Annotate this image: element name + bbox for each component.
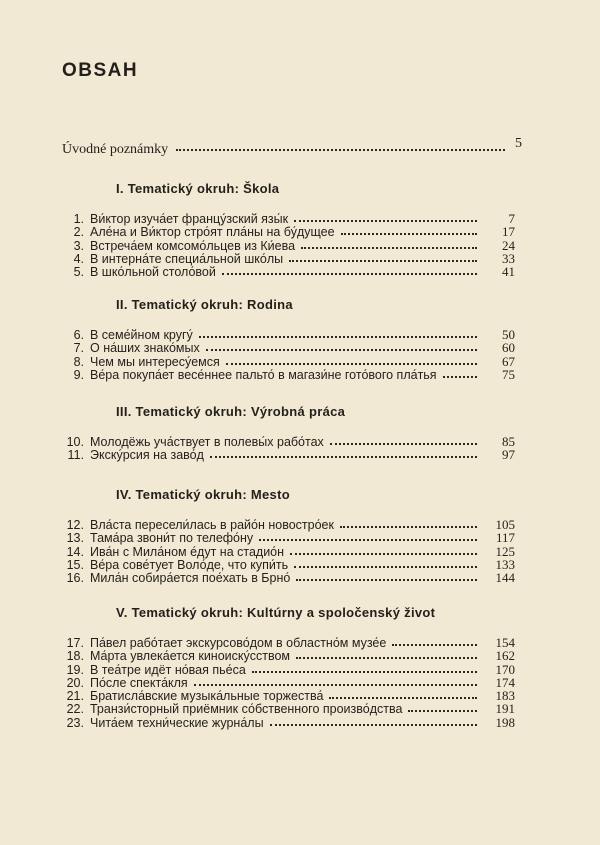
toc-entry-title: Ви́ктор изуча́ет францу́зский язы́к	[90, 212, 289, 226]
toc-entry	[60, 368, 515, 381]
toc-entry	[60, 558, 515, 571]
toc-entry	[60, 212, 515, 225]
toc-intro-row	[62, 136, 522, 158]
dot-leader	[222, 273, 477, 275]
toc-entry-page: 17	[502, 224, 515, 240]
dot-leader	[252, 671, 477, 673]
toc-entry-number: 9.	[73, 367, 84, 382]
toc-entry-title: В теа́тре идёт но́вая пье́са	[90, 662, 246, 677]
toc-entry-page: 144	[495, 570, 515, 586]
toc-entry-number: 19.	[66, 662, 84, 677]
toc-section-kulturny-zivot	[60, 605, 515, 729]
dot-leader	[330, 443, 477, 445]
toc-entry	[60, 341, 515, 354]
page-title: OBSAH	[62, 60, 139, 81]
toc-entry-page: 7	[508, 211, 515, 226]
toc-entry	[60, 448, 515, 461]
section-heading: V. Tematický okruh: Kultúrny a spoločenský život	[116, 605, 436, 620]
dot-leader	[259, 539, 477, 541]
toc-entry-page: 162	[495, 648, 515, 664]
toc-entry-title: Вла́ста пересели́лась в райо́н новостро́ек	[90, 518, 334, 532]
toc-entry	[60, 716, 515, 729]
toc-entry-page: 170	[495, 661, 515, 677]
section-heading: I. Tematický okruh: Škola	[116, 181, 280, 196]
toc-section-vyrobna-praca	[60, 404, 515, 462]
dot-leader	[206, 349, 477, 351]
toc-entry-number: 17.	[66, 636, 84, 650]
toc-entry	[60, 636, 515, 649]
toc-entry-number: 12.	[66, 518, 84, 532]
toc-entry-title: Чем мы интересу́емся	[90, 354, 220, 369]
toc-entry	[60, 702, 515, 715]
dot-leader	[296, 657, 477, 659]
toc-entry-page: 67	[502, 353, 515, 369]
toc-item-list	[60, 636, 515, 729]
toc-entry	[60, 518, 515, 531]
toc-entry-title: Ива́н с Мила́ном е́дут на стадио́н	[90, 544, 285, 559]
toc-section-rodina	[60, 297, 515, 381]
toc-entry	[60, 531, 515, 544]
toc-entry-number: 18.	[66, 649, 84, 664]
section-heading: II. Tematický okruh: Rodina	[116, 297, 293, 312]
toc-entry-number: 16.	[66, 571, 84, 586]
toc-entry-number: 3.	[73, 238, 84, 253]
dot-leader	[301, 247, 477, 249]
toc-entry	[60, 435, 515, 448]
toc-entry-title: Але́на и Ви́ктор стро́ят пла́ны на бу́дущее	[90, 225, 335, 240]
toc-item-list	[60, 212, 515, 278]
toc-intro-label: Úvodné poznámky	[62, 142, 169, 157]
toc-entry-title: Братисла́вские музыка́льные торжества́	[90, 689, 324, 704]
toc-entry	[60, 265, 515, 278]
toc-entry-page: 85	[502, 434, 515, 449]
toc-entry-number: 10.	[66, 435, 84, 449]
toc-entry-title: Тама́ра звони́т по телефо́ну	[90, 531, 254, 546]
toc-entry-page: 41	[502, 264, 515, 280]
toc-entry-number: 22.	[66, 702, 84, 717]
toc-entry-number: 11.	[67, 448, 84, 463]
toc-entry	[60, 689, 515, 702]
dot-leader	[329, 697, 477, 699]
toc-entry-number: 23.	[66, 715, 84, 730]
dot-leader	[199, 336, 477, 338]
toc-entry	[60, 328, 515, 341]
toc-entry-title: Мила́н собира́ется пое́хать в Брно́	[90, 571, 291, 586]
toc-entry-page: 97	[502, 447, 515, 463]
toc-entry	[60, 649, 515, 662]
toc-entry-page: 33	[502, 250, 515, 266]
toc-entry-page: 50	[502, 327, 515, 342]
dot-leader	[290, 553, 477, 555]
section-heading: III. Tematický okruh: Výrobná práca	[116, 404, 346, 419]
toc-entry-page: 174	[495, 674, 515, 690]
toc-entry-title: Молодёжь уча́ствует в полевы́х рабо́тах	[90, 435, 324, 449]
toc-entry-number: 4.	[73, 251, 84, 266]
toc-entry-title: Ма́рта увлека́ется киноиску́сством	[90, 649, 291, 664]
toc-entry-number: 5.	[73, 265, 84, 280]
toc-entry-number: 14.	[66, 544, 84, 559]
dot-leader	[443, 376, 477, 378]
toc-entry-page: 125	[495, 543, 515, 559]
toc-entry	[60, 239, 515, 252]
dot-leader	[194, 684, 477, 686]
toc-entry	[60, 571, 515, 584]
dot-leader	[210, 456, 477, 458]
dot-leader	[226, 363, 477, 365]
toc-entry-title: О на́ших знако́мых	[90, 341, 200, 356]
toc-entry-title: Чита́ем техни́ческие журна́лы	[90, 715, 264, 730]
dot-leader	[392, 644, 477, 646]
toc-entry-number: 21.	[66, 689, 84, 704]
toc-entry-page: 24	[502, 237, 515, 253]
toc-entry	[60, 545, 515, 558]
toc-entry-title: По́сле спекта́кля	[90, 675, 188, 690]
dot-leader	[176, 149, 505, 151]
toc-entry-title: В семе́йном кругу́	[90, 328, 193, 342]
toc-entry	[60, 676, 515, 689]
toc-entry-title: Встреча́ем комсомо́льцев из Ки́ева	[90, 238, 296, 253]
toc-section-skola	[60, 181, 515, 278]
toc-item-list	[60, 518, 515, 584]
toc-entry-page: 198	[495, 714, 515, 730]
toc-entry-number: 8.	[73, 354, 84, 369]
section-heading: IV. Tematický okruh: Mesto	[116, 487, 290, 502]
dot-leader	[270, 724, 477, 726]
dot-leader	[289, 260, 477, 262]
toc-entry	[60, 355, 515, 368]
toc-entry-number: 1.	[73, 212, 84, 226]
toc-entry	[60, 252, 515, 265]
toc-entry-title: Па́вел рабо́тает экскурсово́дом в областно́м музе́е	[90, 636, 387, 650]
dot-leader	[294, 566, 477, 568]
toc-entry-page: 183	[495, 688, 515, 704]
dot-leader	[294, 220, 477, 222]
toc-entry-title: Транзи́сторный приёмник со́бственного произво́дства	[90, 702, 403, 717]
toc-entry-title: Ве́ра покупа́ет весе́ннее пальто́ в магази́не гото́вого пла́тья	[90, 367, 437, 382]
toc-entry-number: 6.	[73, 328, 84, 342]
dot-leader	[341, 233, 477, 235]
toc-entry	[60, 663, 515, 676]
toc-entry-page: 117	[495, 530, 515, 546]
toc-entry-number: 7.	[73, 341, 84, 356]
toc-entry	[60, 225, 515, 238]
toc-entry-number: 20.	[66, 675, 84, 690]
toc-entry-title: В интерна́те специа́льной шко́лы	[90, 251, 284, 266]
toc-entry-page: 191	[495, 701, 515, 717]
toc-entry-title: В шко́льной столо́вой	[90, 265, 216, 280]
toc-section-mesto	[60, 487, 515, 584]
toc-entry-page: 133	[495, 556, 515, 572]
toc-entry-page: 75	[502, 366, 515, 382]
toc-entry-page: 154	[495, 635, 515, 650]
toc-intro-page: 5	[515, 136, 522, 151]
dot-leader	[340, 526, 477, 528]
dot-leader	[408, 710, 477, 712]
dot-leader	[296, 579, 477, 581]
toc-entry-number: 2.	[73, 225, 84, 240]
toc-entry-title: Ве́ра сове́тует Воло́де, что купи́ть	[90, 557, 289, 572]
toc-item-list	[60, 328, 515, 381]
toc-item-list	[60, 435, 515, 462]
toc-entry-number: 15.	[66, 557, 84, 572]
toc-entry-title: Экску́рсия на заво́д	[90, 448, 204, 463]
toc-entry-page: 105	[495, 517, 515, 532]
toc-entry-page: 60	[502, 340, 515, 356]
toc-entry-number: 13.	[66, 531, 84, 546]
